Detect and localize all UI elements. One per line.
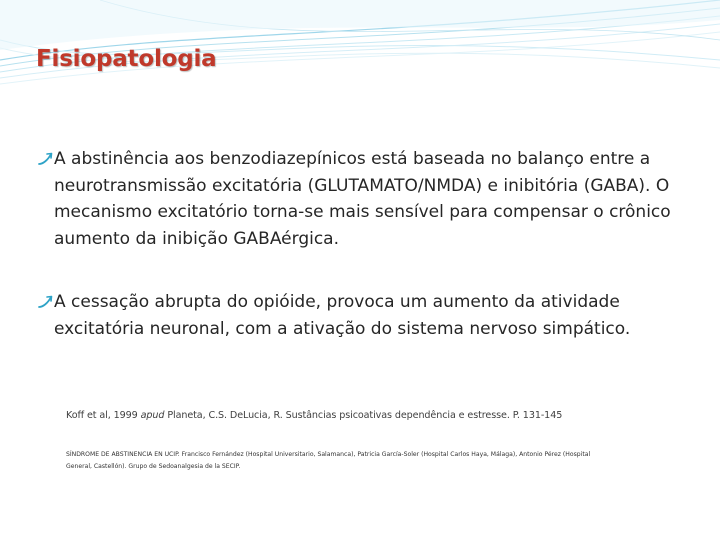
slide-title: Fisiopatologia: [36, 46, 217, 72]
bullet-item-1: [38, 146, 678, 252]
reference-1-part-b: Planeta, C.S. DeLucia, R. Sustâncias psicoativas dependência e estresse. P. 131-145: [164, 410, 563, 421]
reference-1-apud: apud: [140, 410, 165, 421]
reference-1-part-a: Koff et al, 1999: [66, 410, 141, 421]
bullet-arrow-icon: [38, 295, 54, 309]
bullet-text: A abstinência aos benzodiazepínicos está baseada no balanço entre a neurotransmissão excitatória (GLUTAMATO/NMDA) e inibitória (GABA). O mecanismo excitatório torna-se mais sensível para compensar o crônico aumento da inibição GABAérgica.: [54, 149, 671, 249]
bullet-text: A cessação abrupta do opióide, provoca um aumento da atividade excitatória neuronal, com a ativação do sistema nervoso simpático.: [54, 292, 631, 339]
bullet-arrow-icon: [38, 152, 54, 166]
bullet-item-2: [38, 289, 678, 342]
reference-1: [66, 410, 686, 421]
reference-2: SÍNDROME DE ABSTINENCIA EN UCIP. Francisco Fernández (Hospital Universitario, Salamanca), Patricia García-Soler (Hospital Carlos Haya, Málaga), Antonio Pérez (Hospital General, Castellón). Grupo de Sedoanalgesia de la SECIP.: [66, 451, 591, 470]
